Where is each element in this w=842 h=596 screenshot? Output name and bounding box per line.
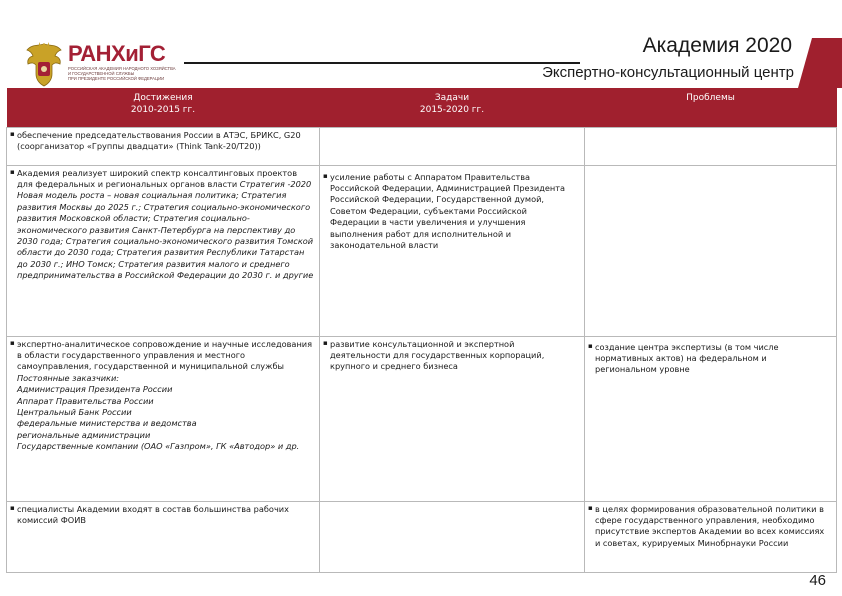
eagle-emblem-icon [24,40,64,88]
task-cell [320,165,585,336]
table-header-row [7,88,837,127]
problem-cell [585,501,837,572]
page-subtitle: Экспертно-консультационный центр [542,64,794,81]
achievement-cell [7,127,320,165]
achievement-text [11,168,315,282]
client-item: Государственные компании (ОАО «Газпром», ГК «Автодор» и др. [17,441,300,452]
table-row [7,501,837,572]
column-header-achievements [7,88,320,127]
task-text: ▪ усиление работы с Аппаратом Правительства Российской Федерации, Администрацией Президента Российской Федерации, Государственной думой, Советом Федерации, субъектами Российской Федерации в части увеличения и улучшения выполнения работ для исполнительной и законодательной власти [324,172,580,252]
achievement-text: ▪ обеспечение председательствования России в АТЭС, БРИКС, G20 (соорганизатор «Группы двадцати» (Think Tank-20/T20)) [11,130,315,153]
column-header-problems [585,88,837,127]
problem-text: ▪ в целях формирования образовательной политики в сфере государственного управления, необходимо присутствие экспертов Академии во всех комиссиях и советах, курируемых Минобрнауки России [589,504,832,550]
achievement-text: ▪ экспертно-аналитическое сопровождение и научные исследования в области государственного управления и местного самоуправления, государственной и муниципальной службы [11,339,315,373]
problem-cell [585,336,837,501]
ranepa-logo [24,40,174,88]
achievement-text: ▪ специалисты Академии входят в состав большинства рабочих комиссий ФОИВ [11,504,315,527]
table-row [7,336,837,501]
column-header-period: 2010-2015 гг. [130,105,196,115]
problem-cell [585,165,837,336]
clients-label: Постоянные заказчики: [17,372,120,383]
column-header-label: Проблемы [686,93,735,103]
logo-subtitle-line: И ГОСУДАРСТВЕННОЙ СЛУЖБЫ [68,71,135,76]
client-item: региональные администрации [17,429,151,440]
header-divider [184,62,580,64]
task-cell [320,501,585,572]
task-cell [320,336,585,501]
column-header-label: Задачи [434,93,470,103]
page-number: 46 [809,572,826,589]
client-item: федеральные министерства и ведомства [17,418,197,429]
column-header-period: 2015-2020 гг. [419,105,485,115]
table-row [7,127,837,165]
page-title: Академия 2020 [642,34,792,57]
logo-title: РАНХиГС [68,41,166,66]
client-item: Аппарат Правительства России [17,395,154,406]
strategy-table [6,88,837,573]
strategy-list: Стратегия -2020 Новая модель роста – новая социальная политика; Стратегия развития Москвы до 2025 г.; Стратегия социально-экономического развития Московской области; Стратегия социально-экономического развития Санкт-Петербурга на перспективу до 2030 года; Стратегия социально-экономического развития Томской области до 2030 года; Стратегия развития Республики Татарстан до 2030 г.; ИНО Томск; Стратегия развития малого и среднего предпринимательства в Российской Федерации до 2030 г. и другие [17,178,314,281]
task-text: ▪ развитие консультационной и экспертной деятельности для государственных корпораций, крупного и среднего бизнеса [324,339,580,373]
table-row [7,165,837,336]
client-item: Центральный Банк России [17,406,132,417]
achievement-lead: Академия реализует широкий спектр консалтинговых проектов для федеральных и региональных органов власти [17,167,298,189]
logo-subtitle-line: РОССИЙСКАЯ АКАДЕМИЯ НАРОДНОГО ХОЗЯЙСТВА [68,66,176,71]
problem-cell [585,127,837,165]
achievement-cell [7,336,320,501]
column-header-label: Достижения [133,93,193,103]
client-item: Администрация Президента России [17,384,173,395]
achievement-cell [7,165,320,336]
achievement-cell [7,501,320,572]
column-header-tasks [320,88,585,127]
corner-accent [798,38,842,88]
problem-text: ▪ создание центра экспертизы (в том числе нормативных актов) на федеральном и региональном уровне [589,342,832,376]
task-cell [320,127,585,165]
logo-subtitle-line: ПРИ ПРЕЗИДЕНТЕ РОССИЙСКОЙ ФЕДЕРАЦИИ [68,76,165,81]
